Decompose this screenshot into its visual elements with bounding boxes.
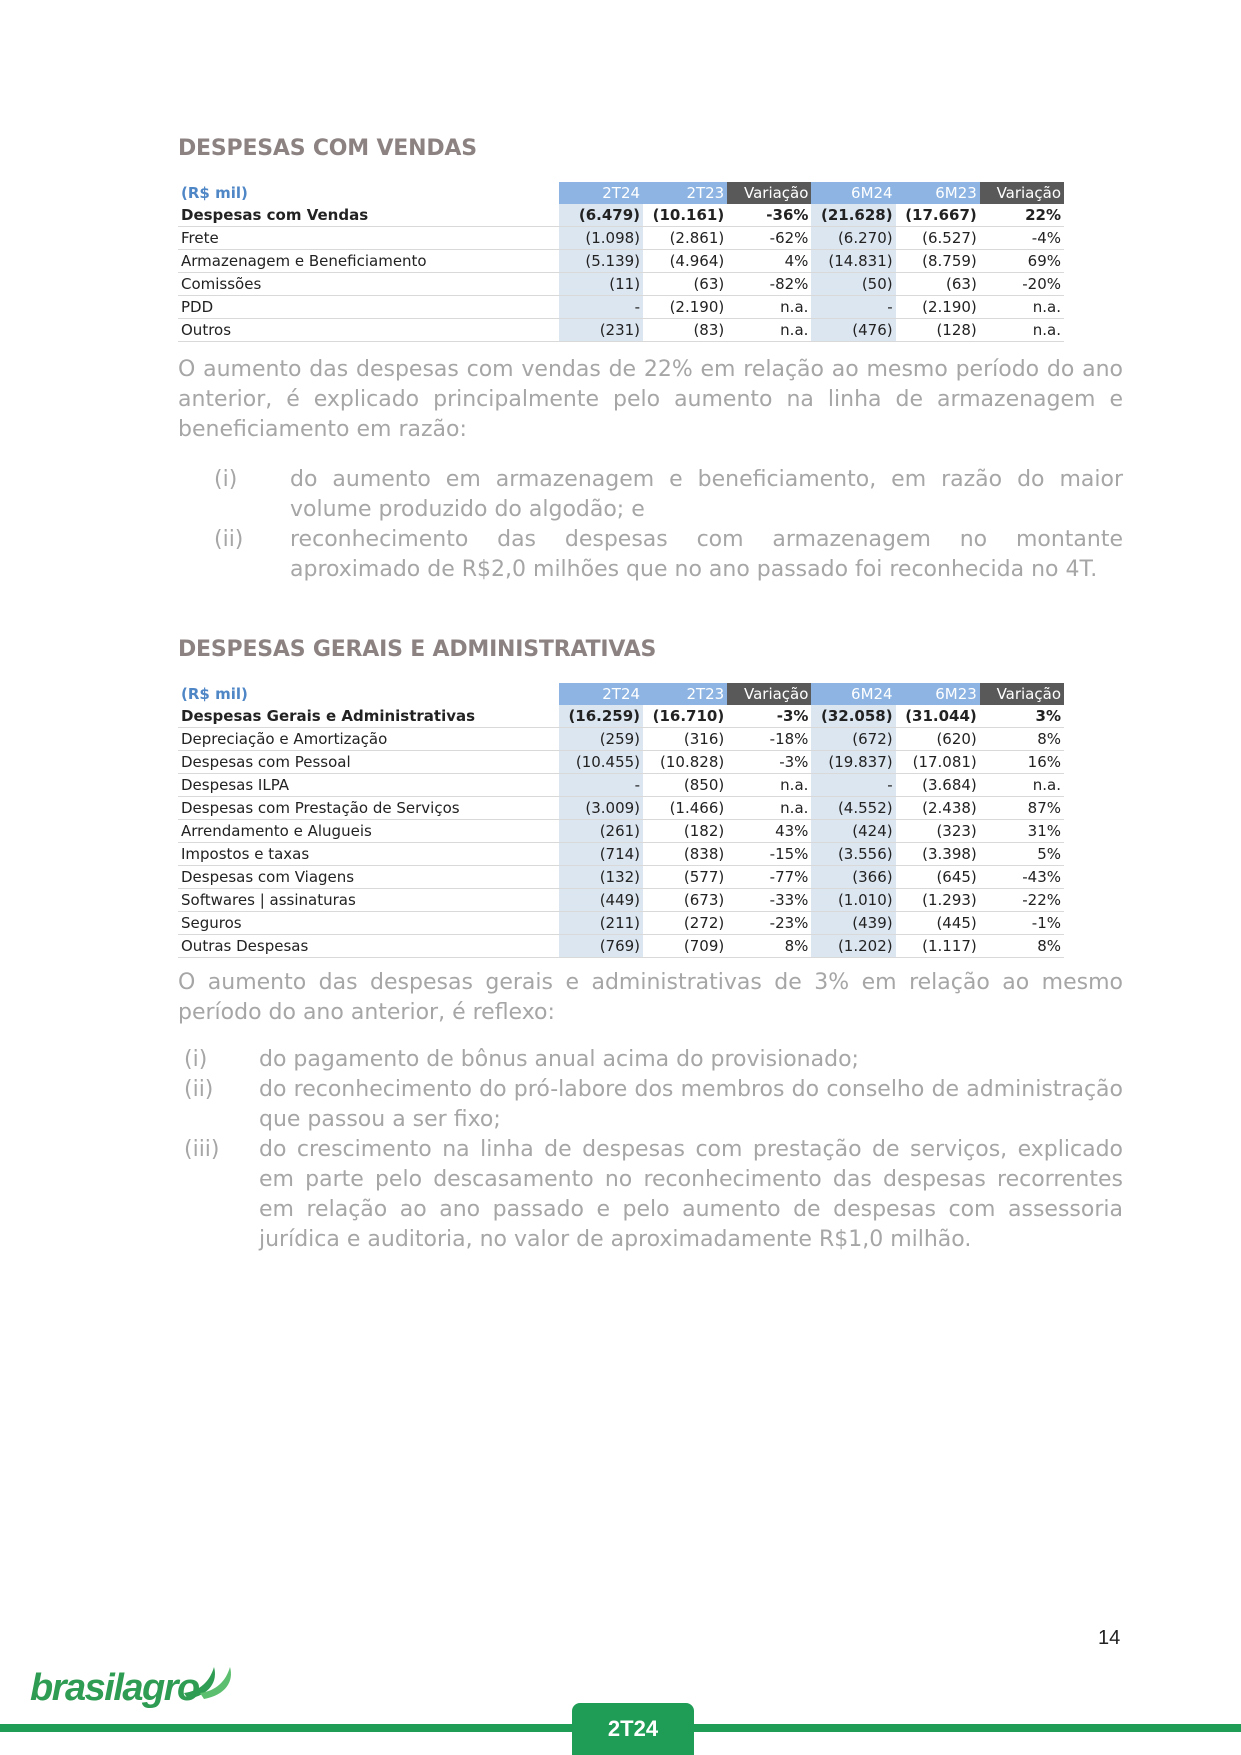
header-cell: 6M24	[811, 683, 895, 705]
table-cell: n.a.	[727, 319, 811, 342]
list-marker: (i)	[184, 1047, 208, 1072]
table-cell: n.a.	[727, 296, 811, 319]
despesas-gerais-list	[184, 1045, 1123, 1255]
table-cell: (63)	[896, 273, 980, 296]
table-cell: -4%	[980, 227, 1064, 250]
table-cell: (31.044)	[896, 705, 980, 728]
table-cell: (714)	[559, 843, 643, 866]
header-cell: 2T23	[643, 683, 727, 705]
brasilagro-logo	[30, 1657, 230, 1717]
row-label: Seguros	[178, 912, 559, 935]
table-cell: (2.438)	[896, 797, 980, 820]
table-cell: (3.009)	[559, 797, 643, 820]
table-header-row	[178, 683, 1064, 705]
despesas-gerais-paragraph: O aumento das despesas gerais e administrativas de 3% em relação ao mesmo período do ano anterior, é reflexo:	[178, 970, 1123, 1025]
table-cell: (50)	[811, 273, 895, 296]
table-cell: (21.628)	[811, 204, 895, 227]
table-cell: (1.466)	[643, 797, 727, 820]
table-cell: (16.710)	[643, 705, 727, 728]
table-cell: (2.861)	[643, 227, 727, 250]
table-cell: (709)	[643, 935, 727, 958]
table-cell: 5%	[980, 843, 1064, 866]
table-cell: (17.667)	[896, 204, 980, 227]
table-cell: -15%	[727, 843, 811, 866]
row-label: Depreciação e Amortização	[178, 728, 559, 751]
table-cell: (673)	[643, 889, 727, 912]
table-cell: (672)	[811, 728, 895, 751]
table-cell: 87%	[980, 797, 1064, 820]
table-cell: (366)	[811, 866, 895, 889]
table-cell: (14.831)	[811, 250, 895, 273]
period-tab: 2T24	[572, 1703, 694, 1755]
table-cell: (316)	[643, 728, 727, 751]
table-cell: -36%	[727, 204, 811, 227]
table-cell: -3%	[727, 705, 811, 728]
table-row	[178, 935, 1064, 958]
table-cell: (850)	[643, 774, 727, 797]
table-row	[178, 296, 1064, 319]
table-cell: (128)	[896, 319, 980, 342]
table-cell: (323)	[896, 820, 980, 843]
table-cell: (3.398)	[896, 843, 980, 866]
table-row	[178, 797, 1064, 820]
despesas-vendas-table	[178, 182, 1064, 342]
table-cell: -3%	[727, 751, 811, 774]
unit-label: (R$ mil)	[178, 683, 559, 705]
table-cell: (211)	[559, 912, 643, 935]
list-item	[184, 1075, 1123, 1135]
table-cell: (2.190)	[643, 296, 727, 319]
table-cell: n.a.	[980, 319, 1064, 342]
table-cell: (424)	[811, 820, 895, 843]
header-cell: Variação	[980, 182, 1064, 204]
table-cell: -	[811, 296, 895, 319]
table-header-row	[178, 182, 1064, 204]
row-label: Despesas com Pessoal	[178, 751, 559, 774]
table-cell: -77%	[727, 866, 811, 889]
table-cell: (63)	[643, 273, 727, 296]
header-cell: 6M23	[896, 683, 980, 705]
table-cell: (10.161)	[643, 204, 727, 227]
header-cell: Variação	[980, 683, 1064, 705]
logo-arrows-icon	[180, 1663, 242, 1703]
table-row	[178, 204, 1064, 227]
list-text: do reconhecimento do pró-labore dos membros do conselho de administração que passou a ser fixo;	[259, 1077, 1123, 1132]
table-cell: (132)	[559, 866, 643, 889]
row-label: Impostos e taxas	[178, 843, 559, 866]
table-cell: (259)	[559, 728, 643, 751]
table-cell: (2.190)	[896, 296, 980, 319]
list-text: do pagamento de bônus anual acima do provisionado;	[259, 1047, 859, 1072]
header-cell: 2T24	[559, 182, 643, 204]
table-cell: -82%	[727, 273, 811, 296]
table-cell: n.a.	[980, 296, 1064, 319]
table-row	[178, 250, 1064, 273]
table-cell: -	[559, 774, 643, 797]
table-cell: (261)	[559, 820, 643, 843]
table-cell: (1.293)	[896, 889, 980, 912]
list-marker: (ii)	[184, 1077, 214, 1102]
table-cell: n.a.	[980, 774, 1064, 797]
header-cell: Variação	[727, 182, 811, 204]
table-row	[178, 889, 1064, 912]
table-cell: 4%	[727, 250, 811, 273]
table-row	[178, 843, 1064, 866]
row-label: Arrendamento e Alugueis	[178, 820, 559, 843]
table-row	[178, 319, 1064, 342]
row-label: Armazenagem e Beneficiamento	[178, 250, 559, 273]
table-row	[178, 227, 1064, 250]
table-cell: (32.058)	[811, 705, 895, 728]
list-text: do crescimento na linha de despesas com prestação de serviços, explicado em parte pelo descasamento no reconhecimento das despesas recorrentes em relação ao ano passado e pelo aumento de despesas com assessoria jurídica e auditoria, no valor de aproximadamente R$1,0 milhão.	[259, 1137, 1123, 1252]
row-label: Outros	[178, 319, 559, 342]
table-cell: (272)	[643, 912, 727, 935]
list-marker: (ii)	[214, 527, 244, 552]
table-row	[178, 705, 1064, 728]
list-item	[214, 525, 1123, 585]
table-row	[178, 820, 1064, 843]
list-item	[184, 1045, 1123, 1075]
table-cell: (19.837)	[811, 751, 895, 774]
table-cell: n.a.	[727, 774, 811, 797]
row-label: Despesas ILPA	[178, 774, 559, 797]
despesas-vendas-paragraph: O aumento das despesas com vendas de 22% em relação ao mesmo período do ano anterior, é explicado principalmente pelo aumento na linha de armazenagem e beneficiamento em razão:	[178, 357, 1123, 442]
table-cell: -1%	[980, 912, 1064, 935]
list-item	[184, 1135, 1123, 1255]
table-cell: (5.139)	[559, 250, 643, 273]
list-marker: (i)	[214, 467, 238, 492]
row-label: Frete	[178, 227, 559, 250]
table-cell: -20%	[980, 273, 1064, 296]
table-cell: (4.964)	[643, 250, 727, 273]
table-cell: (476)	[811, 319, 895, 342]
table-cell: (445)	[896, 912, 980, 935]
table-cell: (10.455)	[559, 751, 643, 774]
header-cell: 2T23	[643, 182, 727, 204]
row-label: Despesas Gerais e Administrativas	[178, 705, 559, 728]
table-cell: (182)	[643, 820, 727, 843]
table-cell: 8%	[980, 728, 1064, 751]
table-row	[178, 273, 1064, 296]
header-cell: 2T24	[559, 683, 643, 705]
table-cell: (3.684)	[896, 774, 980, 797]
table-cell: (83)	[643, 319, 727, 342]
table-cell: 8%	[980, 935, 1064, 958]
header-cell: 6M23	[896, 182, 980, 204]
table-cell: 8%	[727, 935, 811, 958]
row-label: Despesas com Vendas	[178, 204, 559, 227]
table-cell: (645)	[896, 866, 980, 889]
table-row	[178, 774, 1064, 797]
despesas-gerais-table	[178, 683, 1064, 958]
section-title-despesas-gerais: DESPESAS GERAIS E ADMINISTRATIVAS	[178, 637, 657, 662]
row-label: Comissões	[178, 273, 559, 296]
table-cell: (1.010)	[811, 889, 895, 912]
despesas-vendas-list	[214, 465, 1123, 585]
table-cell: (10.828)	[643, 751, 727, 774]
table-cell: 69%	[980, 250, 1064, 273]
table-cell: (6.479)	[559, 204, 643, 227]
table-cell: (6.527)	[896, 227, 980, 250]
table-cell: (449)	[559, 889, 643, 912]
table-cell: 3%	[980, 705, 1064, 728]
header-cell: 6M24	[811, 182, 895, 204]
table-cell: -33%	[727, 889, 811, 912]
table-row	[178, 866, 1064, 889]
table-cell: -18%	[727, 728, 811, 751]
table-cell: (439)	[811, 912, 895, 935]
row-label: PDD	[178, 296, 559, 319]
table-cell: (17.081)	[896, 751, 980, 774]
table-cell: 22%	[980, 204, 1064, 227]
unit-label: (R$ mil)	[178, 182, 559, 204]
row-label: Softwares | assinaturas	[178, 889, 559, 912]
logo-text: brasilagro	[30, 1667, 199, 1709]
table-cell: -23%	[727, 912, 811, 935]
table-cell: (838)	[643, 843, 727, 866]
table-cell: (1.098)	[559, 227, 643, 250]
table-cell: (11)	[559, 273, 643, 296]
table-cell: (8.759)	[896, 250, 980, 273]
table-cell: -43%	[980, 866, 1064, 889]
list-text: do aumento em armazenagem e beneficiamento, em razão do maior volume produzido do algodão; e	[290, 467, 1123, 522]
table-cell: (769)	[559, 935, 643, 958]
list-marker: (iii)	[184, 1137, 220, 1162]
table-cell: -22%	[980, 889, 1064, 912]
row-label: Despesas com Prestação de Serviços	[178, 797, 559, 820]
table-cell: (1.202)	[811, 935, 895, 958]
table-row	[178, 912, 1064, 935]
table-row	[178, 728, 1064, 751]
table-cell: -	[811, 774, 895, 797]
table-cell: n.a.	[727, 797, 811, 820]
table-cell: (1.117)	[896, 935, 980, 958]
table-cell: (620)	[896, 728, 980, 751]
row-label: Despesas com Viagens	[178, 866, 559, 889]
table-cell: 43%	[727, 820, 811, 843]
table-cell: (6.270)	[811, 227, 895, 250]
table-cell: 31%	[980, 820, 1064, 843]
table-cell: (231)	[559, 319, 643, 342]
table-cell: (577)	[643, 866, 727, 889]
row-label: Outras Despesas	[178, 935, 559, 958]
section-title-despesas-vendas: DESPESAS COM VENDAS	[178, 136, 477, 161]
table-row	[178, 751, 1064, 774]
table-cell: 16%	[980, 751, 1064, 774]
table-cell: (3.556)	[811, 843, 895, 866]
list-item	[214, 465, 1123, 525]
header-cell: Variação	[727, 683, 811, 705]
list-text: reconhecimento das despesas com armazenagem no montante aproximado de R$2,0 milhões que no ano passado foi reconhecida no 4T.	[290, 527, 1123, 582]
page-number: 14	[1098, 1627, 1121, 1649]
table-cell: (16.259)	[559, 705, 643, 728]
table-cell: -62%	[727, 227, 811, 250]
table-cell: -	[559, 296, 643, 319]
table-cell: (4.552)	[811, 797, 895, 820]
